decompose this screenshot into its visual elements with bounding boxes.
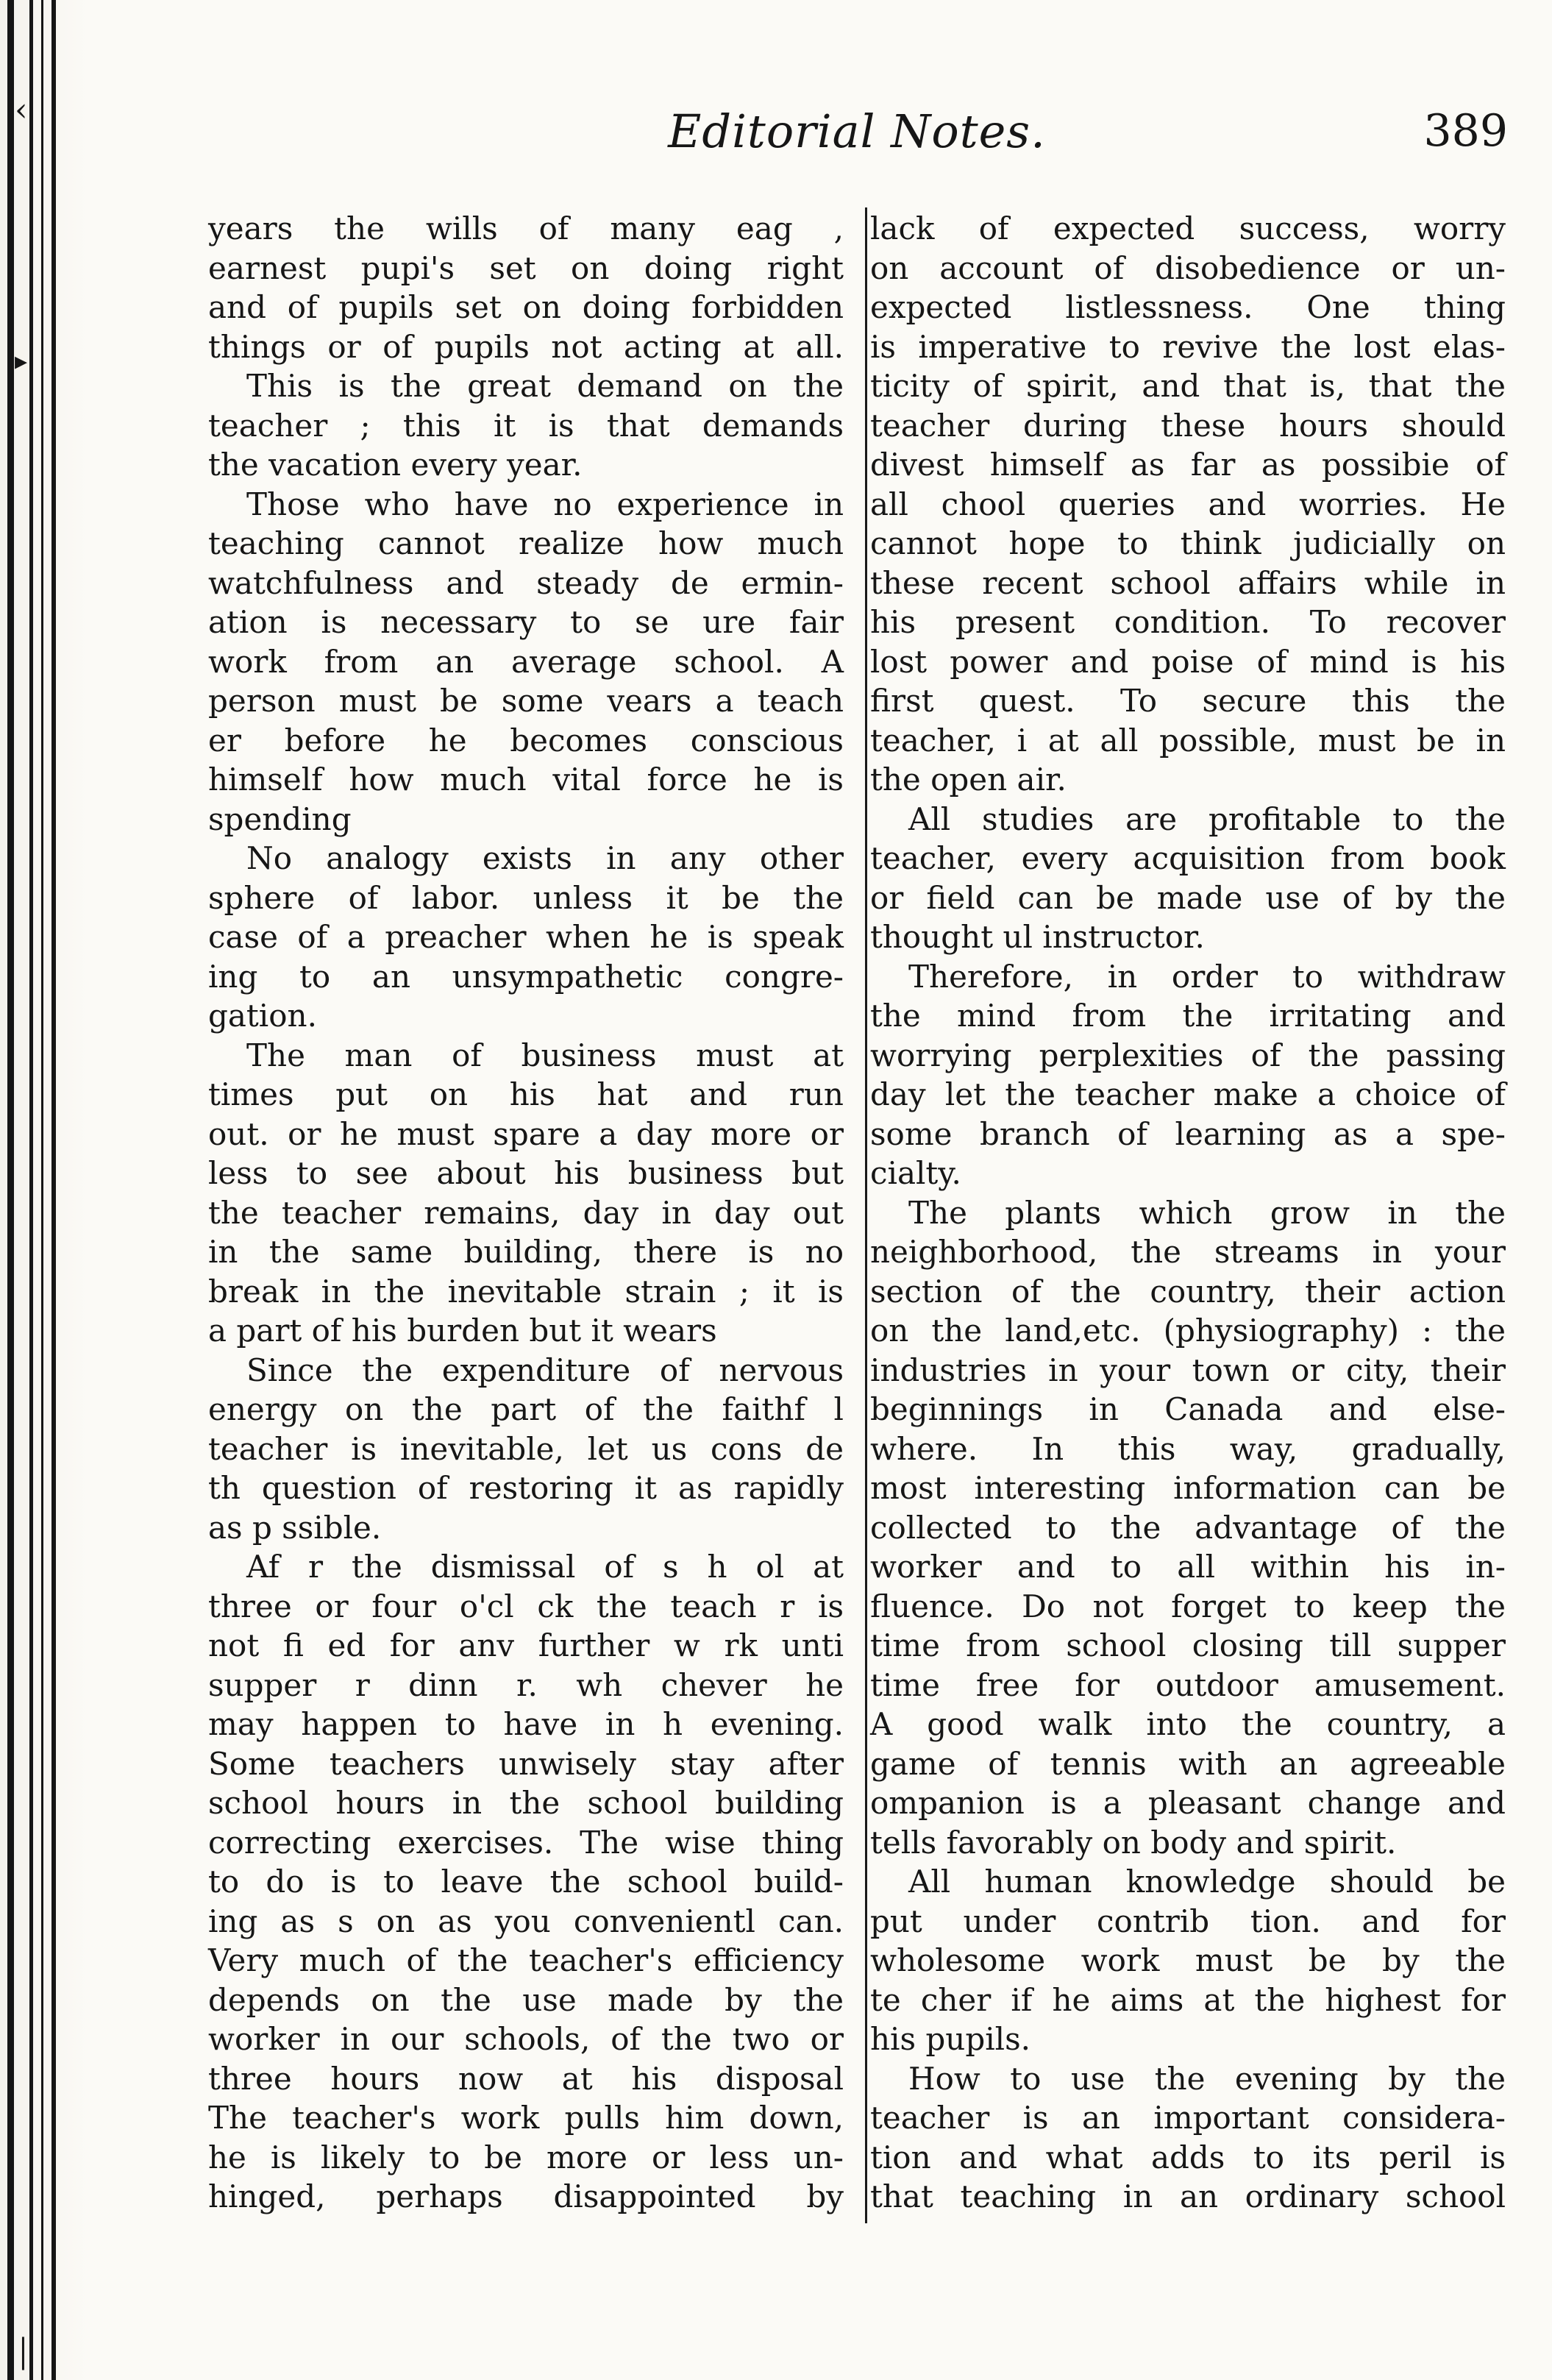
text-line: person must be some vears a teach <box>208 683 844 719</box>
text-line: teacher is an important considera- <box>870 2100 1506 2136</box>
text-line: correcting exercises. The wise thing <box>208 1824 844 1861</box>
text-line: time from school closing till supper <box>870 1627 1506 1663</box>
text-line: and of pupils set on doing forbidden <box>208 289 844 325</box>
text-line: teaching cannot realize how much <box>208 525 844 561</box>
text-line: or field can be made use of by the <box>870 879 1506 916</box>
binding-edge-rule <box>29 0 33 2380</box>
text-line: out. or he must spare a day more or <box>208 1115 844 1152</box>
text-line: years the wills of many eag , <box>208 210 844 246</box>
text-line: is imperative to revive the lost elas- <box>870 328 1506 365</box>
text-line: teacher ; this it is that demands <box>208 407 844 444</box>
text-line: teacher is inevitable, let us cons de <box>208 1430 844 1467</box>
left-text-column <box>208 209 844 2217</box>
text-line: tion and what adds to its peril is <box>870 2139 1506 2175</box>
text-line: The plants which grow in the <box>908 1194 1506 1231</box>
text-line: Since the expenditure of nervous <box>246 1351 844 1388</box>
text-line: worker and to all within his in- <box>870 1549 1506 1585</box>
text-line: on the land,etc. (physiography) : the <box>870 1312 1506 1349</box>
right-text-column <box>870 209 1506 2217</box>
text-line: day let the teacher make a choice of <box>870 1076 1506 1112</box>
text-line: three or four o'cl ck the teach r is <box>208 1588 844 1624</box>
binding-edge-rule <box>51 0 56 2380</box>
text-line: less to see about his business but <box>208 1155 844 1191</box>
column-divider <box>865 207 867 2223</box>
text-line: a part of his burden but it wears <box>208 1312 717 1349</box>
text-line: th question of restoring it as rapidly <box>208 1470 844 1506</box>
text-line: himself how much vital force he is <box>208 761 844 798</box>
text-line: No analogy exists in any other <box>246 840 844 876</box>
text-line: depends on the use made by the <box>208 1981 844 2018</box>
text-line: cialty. <box>870 1155 961 1191</box>
text-line: three hours now at his disposal <box>208 2060 844 2097</box>
binding-mark: │ <box>15 2337 32 2370</box>
text-line: beginnings in Canada and else- <box>870 1391 1506 1427</box>
text-line: Those who have no experience in <box>246 486 844 522</box>
text-line: watchfulness and steady de ermin- <box>208 564 844 601</box>
binding-edge-rule <box>41 0 43 2380</box>
text-line: All studies are profitable to the <box>908 800 1506 837</box>
text-line: Af r the dismissal of s h ol at <box>246 1549 844 1585</box>
text-line: put under contrib tion. and for <box>870 1903 1506 1939</box>
text-line: Therefore, in order to withdraw <box>908 958 1506 995</box>
text-line: fluence. Do not forget to keep the <box>870 1588 1506 1624</box>
text-line: wholesome work must be by the <box>870 1942 1506 1978</box>
text-line: er before he becomes conscious <box>208 722 844 759</box>
text-line: break in the inevitable strain ; it is <box>208 1273 844 1310</box>
text-line: worker in our schools, of the two or <box>208 2021 844 2057</box>
text-line: teacher, i at all possible, must be in <box>870 722 1506 759</box>
text-line: the teacher remains, day in day out <box>208 1194 844 1231</box>
text-line: some branch of learning as a spe- <box>870 1115 1506 1152</box>
text-line: How to use the evening by the <box>908 2060 1506 2097</box>
text-line: te cher if he aims at the highest for <box>870 1981 1506 2018</box>
text-line: thought ul instructor. <box>870 919 1205 955</box>
text-line: The man of business must at <box>246 1037 844 1073</box>
text-line: case of a preacher when he is speak <box>208 919 844 955</box>
text-line: A good walk into the country, a <box>870 1706 1506 1742</box>
text-line: school hours in the school building <box>208 1785 844 1821</box>
text-line: lost power and poise of mind is his <box>870 643 1506 680</box>
text-line: cannot hope to think judicially on <box>870 525 1506 561</box>
text-line: ticity of spirit, and that is, that the <box>870 368 1506 404</box>
text-line: spending <box>208 800 352 837</box>
running-head: Editorial Notes. <box>668 104 1046 158</box>
text-line: The teacher's work pulls him down, <box>208 2100 844 2136</box>
text-line: times put on his hat and run <box>208 1076 844 1112</box>
text-line: industries in your town or city, their <box>870 1351 1506 1388</box>
text-line: All human knowledge should be <box>908 1864 1506 1900</box>
text-line: neighborhood, the streams in your <box>870 1234 1506 1270</box>
text-line: This is the great demand on the <box>246 368 844 404</box>
binding-mark: ▸ <box>15 347 28 376</box>
text-line: in the same building, there is no <box>208 1234 844 1270</box>
text-line: lack of expected success, worry <box>870 210 1506 246</box>
text-line: supper r dinn r. wh chever he <box>208 1666 844 1703</box>
text-line: teacher during these hours should <box>870 407 1506 444</box>
text-line: game of tennis with an agreeable <box>870 1745 1506 1782</box>
text-line: to do is to leave the school build- <box>208 1864 844 1900</box>
text-line: worrying perplexities of the passing <box>870 1037 1506 1073</box>
text-line: expected listlessness. One thing <box>870 289 1506 325</box>
text-line: all chool queries and worries. He <box>870 486 1506 522</box>
text-line: section of the country, their action <box>870 1273 1506 1310</box>
text-line: energy on the part of the faithf l <box>208 1391 844 1427</box>
text-line: most interesting information can be <box>870 1470 1506 1506</box>
text-line: his present condition. To recover <box>870 604 1506 640</box>
text-line: work from an average school. A <box>208 643 844 680</box>
text-line: hinged, perhaps disappointed by <box>208 2178 844 2214</box>
text-line: not fi ed for anv further w rk unti <box>208 1627 844 1663</box>
text-line: these recent school affairs while in <box>870 564 1506 601</box>
text-line: collected to the advantage of the <box>870 1509 1506 1546</box>
binding-mark: ‹ <box>15 91 28 129</box>
text-line: ing to an unsympathetic congre- <box>208 958 844 995</box>
text-line: first quest. To secure this the <box>870 683 1506 719</box>
text-line: the open air. <box>870 761 1067 798</box>
text-line: tells favorably on body and spirit. <box>870 1824 1397 1861</box>
text-line: his pupils. <box>870 2021 1030 2057</box>
binding-edge-rule <box>7 0 14 2380</box>
text-line: the mind from the irritating and <box>870 998 1506 1034</box>
text-line: gation. <box>208 998 317 1034</box>
text-line: ing as s on as you convenientl can. <box>208 1903 844 1939</box>
text-line: things or of pupils not acting at all. <box>208 328 844 365</box>
text-line: teacher, every acquisition from book <box>870 840 1506 876</box>
text-line: ompanion is a pleasant change and <box>870 1785 1506 1821</box>
text-line: he is likely to be more or less un- <box>208 2139 844 2175</box>
text-line: earnest pupi's set on doing right <box>208 249 844 286</box>
text-line: Some teachers unwisely stay after <box>208 1745 844 1782</box>
text-line: as p ssible. <box>208 1509 382 1546</box>
text-line: where. In this way, gradually, <box>870 1430 1506 1467</box>
text-line: time free for outdoor amusement. <box>870 1666 1506 1703</box>
text-line: may happen to have in h evening. <box>208 1706 844 1742</box>
text-line: on account of disobedience or un- <box>870 249 1506 286</box>
text-line: the vacation every year. <box>208 447 583 483</box>
text-line: that teaching in an ordinary school <box>870 2178 1506 2214</box>
text-line: sphere of labor. unless it be the <box>208 879 844 916</box>
text-line: divest himself as far as possibie of <box>870 447 1506 483</box>
text-line: ation is necessary to se ure fair <box>208 604 844 640</box>
page-number: 389 <box>1423 105 1508 157</box>
text-line: Very much of the teacher's efficiency <box>208 1942 844 1978</box>
